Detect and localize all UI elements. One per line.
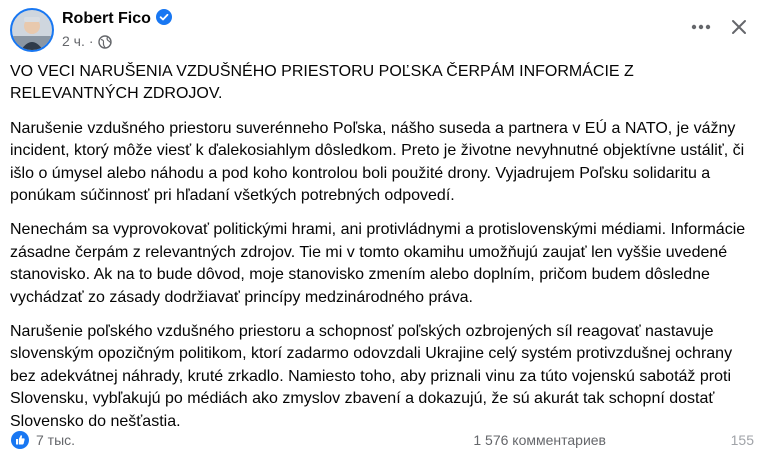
globe-icon bbox=[98, 35, 112, 52]
avatar-photo-icon bbox=[12, 10, 52, 50]
close-button[interactable] bbox=[724, 12, 754, 42]
post-text bbox=[10, 61, 754, 445]
post-paragraph: Narušenie poľského vzdušného priestoru a schopnosť poľských ozbrojených síl reagovať nastavuje slovenským opozičným politikom, ktorí zadarmo odovzdali Ukrajine celý systém protivzdušnej ochrany bez adekvátnej náhrady, kruté zrkadlo. Namiesto toho, aby priznali vinu za túto vojenskú sabotáž proti Slovensku, vybľakujú po médiách ako zmyslov zbavení a dokazujú, že sú akurát tak schopní dostať Slovensko do nešťastia. bbox=[10, 323, 733, 430]
verified-badge-icon bbox=[156, 9, 172, 30]
more-horizontal-icon bbox=[686, 12, 716, 42]
comments-count[interactable]: 1 576 комментариев bbox=[473, 432, 606, 448]
post-paragraph: Narušenie vzdušného priestoru suverénneho Poľska, nášho suseda a partnera v EÚ a NATO, je vážny incident, ktorý môže viesť k ďalekosiahlym dôsledkom. Preto je životne nevyhnutné objektívne ustáliť, či išlo o úmysel alebo náhodu a pod koho kontrolou boli použité drony. Vyjadrujem Poľsku solidaritu a ponúkam súčinnosť pri hľadaní všetkých potrebných odpovedí. bbox=[10, 119, 745, 205]
post-time[interactable]: 2 ч. bbox=[62, 33, 85, 49]
post-paragraph-heading: VO VECI NARUŠENIA VZDUŠNÉHO PRIESTORU POĽSKA ČERPÁM INFORMÁCIE Z RELEVANTNÝCH ZDROJOV. bbox=[10, 63, 634, 103]
post-meta bbox=[62, 33, 112, 52]
more-options-button[interactable] bbox=[686, 12, 716, 42]
shares-count[interactable]: 155 bbox=[730, 432, 754, 448]
reactions-count[interactable]: 7 тыс. bbox=[36, 432, 76, 448]
close-icon bbox=[724, 12, 754, 42]
avatar[interactable] bbox=[10, 8, 54, 52]
author-name-text[interactable]: Robert Fico bbox=[62, 10, 151, 27]
author-name[interactable] bbox=[62, 9, 172, 30]
post-header bbox=[10, 8, 754, 54]
like-reaction-icon[interactable] bbox=[11, 431, 29, 449]
post-footer bbox=[10, 430, 754, 452]
meta-separator: · bbox=[88, 33, 94, 49]
post-paragraph: Nenechám sa vyprovokovať politickými hrami, ani protivládnymi a protislovenskými médiami. Informácie zásadne čerpám z relevantných zdrojov. Tie mi v tomto okamihu umožňujú zaujať len vyššie uvedené stanovisko. Ak na to bude dôvod, moje stanovisko zmením alebo doplním, pričom budem dôsledne vychádzať zo zásady dodržiavať princípy medzinárodného práva. bbox=[10, 221, 746, 306]
